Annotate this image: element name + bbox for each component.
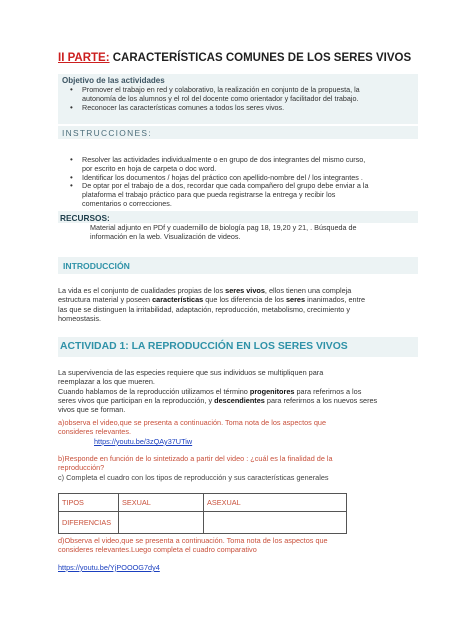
actividad1-paragraph: La supervivencia de las especies requiere que sus individuos se multipliquen para reemplazar a los que mueren. Cuando hablamos de la reproducción utilizamos el término progenitores para referirnos a los seres vivos que participan en la reproducción, y descendientes para referirnos a los nuevos seres vivos que se forman.: [58, 368, 378, 415]
table-header-asexual: ASEXUAL: [204, 494, 347, 512]
table-row: [59, 494, 347, 512]
table-row: [59, 512, 347, 534]
question-b: b)Responde en función de lo sintetizado a partir del video : ¿cuál es la finalidad de la reproducción?: [58, 454, 333, 473]
objetivo-list: [66, 86, 416, 112]
instrucciones-heading: INSTRUCCIONES:: [62, 128, 152, 138]
introduccion-heading: INTRODUCCIÓN: [63, 261, 130, 271]
list-item: • Identificar los documentos / hojas del práctico con apellido-nombre del / los integrantes .: [66, 174, 426, 183]
video-link-2[interactable]: https://youtu.be/YjPOOOG7dy4: [58, 563, 160, 572]
objetivo-section: [58, 74, 418, 124]
title-part: II PARTE:: [58, 52, 110, 64]
video-link-1[interactable]: https://youtu.be/3zQAy37UTiw: [94, 437, 193, 446]
introduccion-paragraph: La vida es el conjunto de cualidades propias de los seres vivos, ellos tienen una compleja estructura material y poseen características que los diferencia de los seres inanimados, entre las que se distinguen la irritabilidad, adaptación, reproducción, metabolismo, crecimiento y homeostasis.: [58, 286, 366, 323]
list-item: • Promover el trabajo en red y colaborativo, la realización en conjunto de la propuesta, la autonomía de los alumnos y el rol del docente como orientador y facilitador del trabajo.: [66, 86, 416, 104]
question-c: c) Completa el cuadro con los tipos de reproducción y sus características generales: [58, 473, 329, 482]
list-item: • Reconocer las características comunes a todos los seres vivos.: [66, 104, 416, 113]
reproduction-table: [58, 493, 347, 534]
question-a: a)observa el video,que se presenta a continuación. Toma nota de los aspectos que consideres relevantes.: [58, 418, 326, 437]
objetivo-heading: Objetivo de las actividades: [62, 76, 165, 85]
recursos-band: [58, 211, 418, 223]
actividad1-heading: ACTIVIDAD 1: LA REPRODUCCIÓN EN LOS SERES VIVOS: [60, 341, 348, 352]
table-cell-asexual[interactable]: [204, 512, 347, 534]
recursos-heading: RECURSOS:: [60, 213, 110, 223]
question-d: d)Observa el video,que se presenta a continuación. Toma nota de los aspectos que consideres relevantes.Luego completa el cuadro comparativo: [58, 536, 328, 555]
title-text: CARACTERÍSTICAS COMUNES DE LOS SERES VIVOS: [109, 52, 412, 64]
table-header-sexual: SEXUAL: [119, 494, 204, 512]
list-item: • De optar por el trabajo de a dos, recordar que cada compañero del grupo debe enviar a la plataforma el trabajo práctico para que pueda registrarse la entrega y recibir los comentarios o correcciones.: [66, 182, 426, 208]
table-cell-sexual[interactable]: [119, 512, 204, 534]
page-title: [58, 52, 438, 64]
table-cell-diferencias: DIFERENCIAS: [59, 512, 119, 534]
table-header-tipos: TIPOS: [59, 494, 119, 512]
recursos-text: Material adjunto en PDf y cuadernillo de biología pag 18, 19,20 y 21, . Búsqueda de información en la web. Visualización de videos.: [90, 223, 357, 241]
instrucciones-list: [66, 156, 426, 209]
list-item: • Resolver las actividades individualmente o en grupo de dos integrantes del mismo curso, por escrito en hoja de carpeta o doc word.: [66, 156, 426, 174]
